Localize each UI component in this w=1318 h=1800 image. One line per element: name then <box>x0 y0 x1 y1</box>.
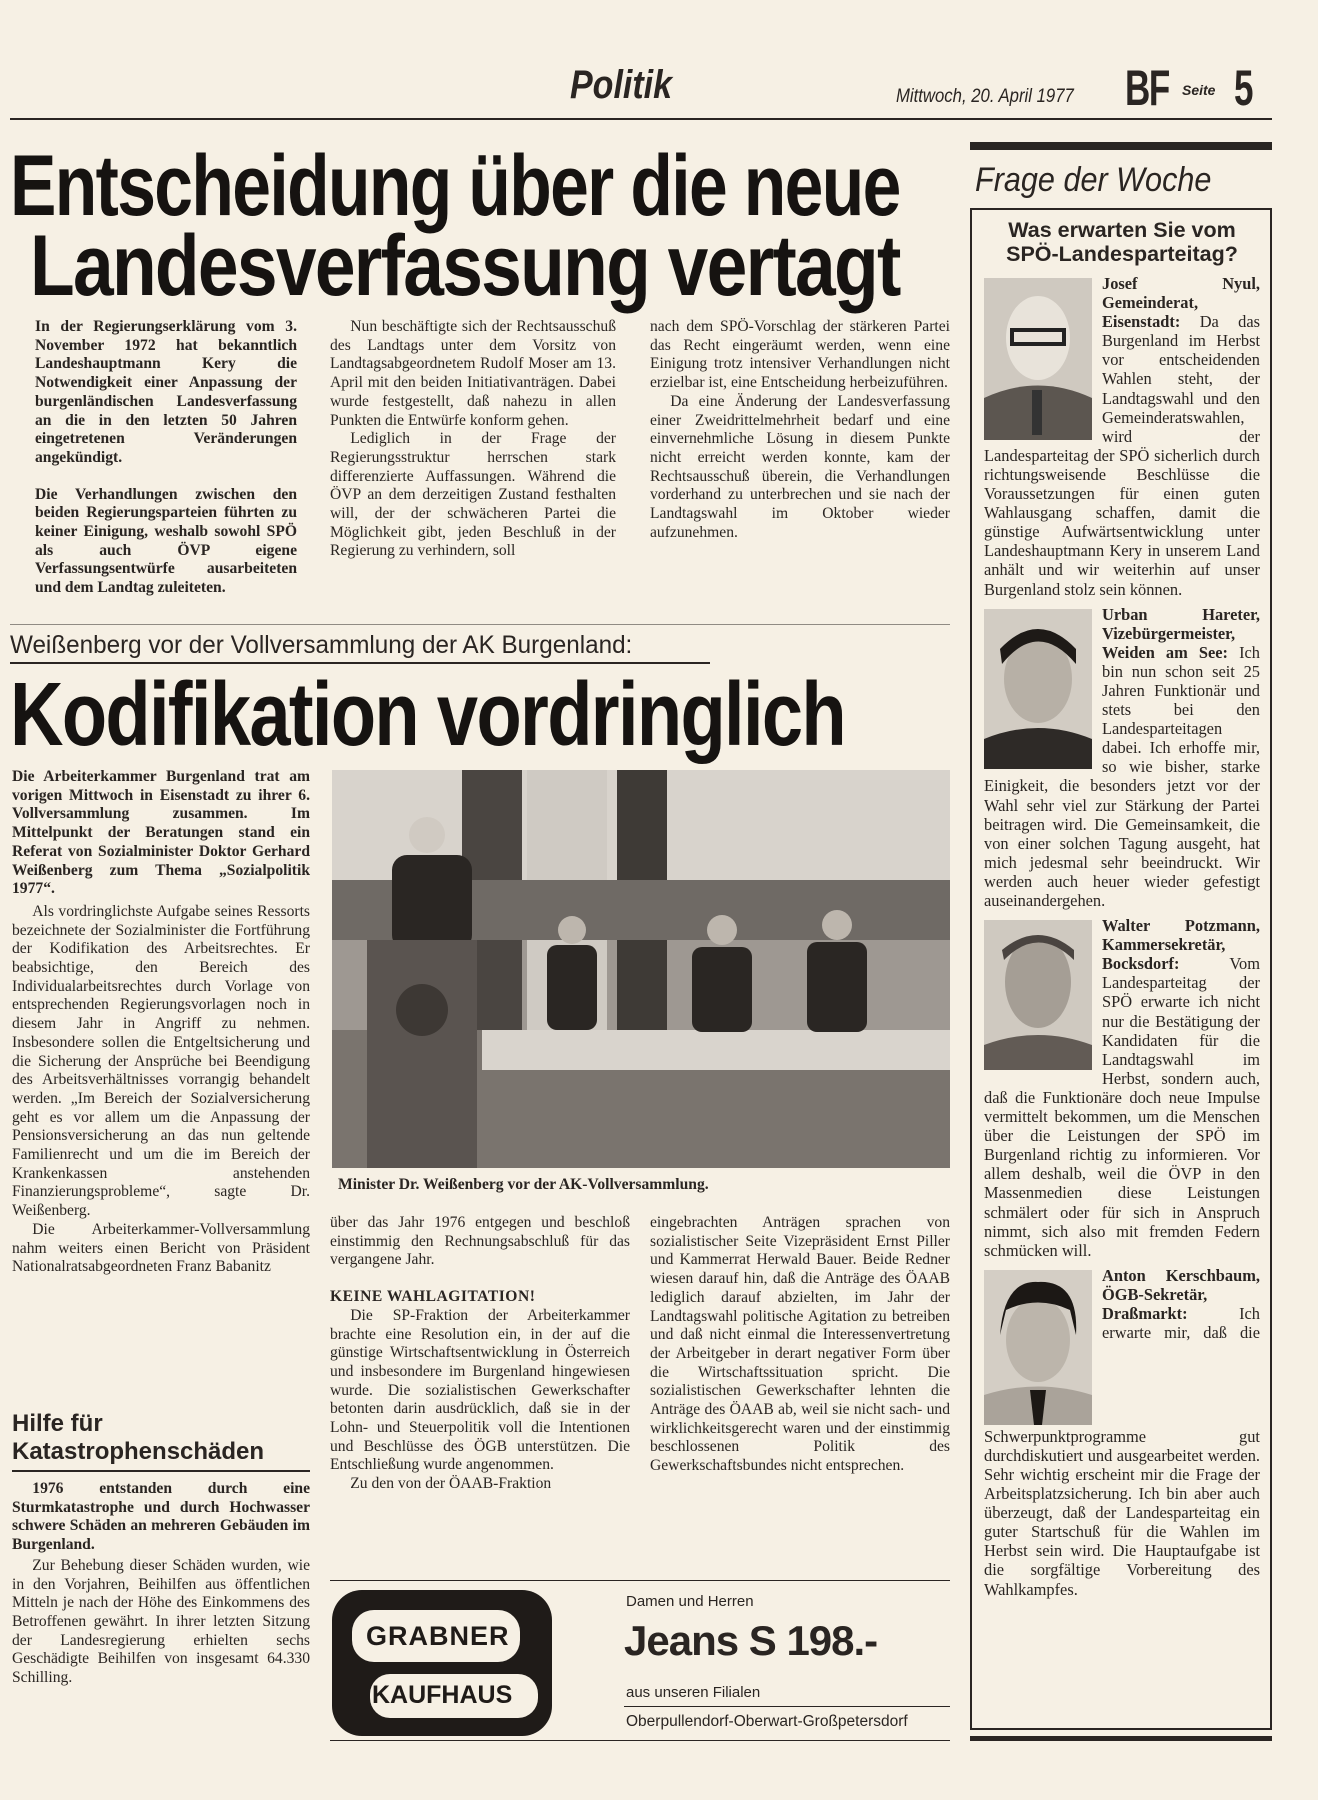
issue-date: Mittwoch, 20. April 1977 <box>896 86 1074 107</box>
paragraph: Lediglich in der Frage der Regierungsstruktur herrschen stark differenzierte Auffassungen. Während die ÖVP an dem derzeitigen Zustand festhalten will, der der schwächeren Partei die Möglichkeit gibt, jeden Beschluß in der Regierung zu verhindern, soll <box>330 430 616 560</box>
header-rule <box>10 118 1272 120</box>
sidebar-top-bar <box>970 142 1272 150</box>
kicker-underline <box>10 662 710 664</box>
interview-answer: Ich bin nun schon seit 25 Jahren Funktionär und stets bei den Landesparteitagen dabei. Ich erhoffe mir, so wie bisher, starke Einigkeit, die besonders jetzt vor der Wahl sehr viel zur Stärkung der Partei beitragen wird. Die Gemeinsamkeit, die von einer solchen Tagung ausgeht, hat mich jedesmal sehr beeindruckt. Wir werden auch heuer wieder gefestigt auseinandergehen. <box>984 642 1260 910</box>
ad-top-rule <box>330 1580 950 1581</box>
article1-col-1 <box>35 318 297 598</box>
section-rule <box>10 624 950 625</box>
headline-1-line-1: Entscheidung über die neue <box>10 138 900 234</box>
ad-tagline: Damen und Herren <box>626 1593 754 1610</box>
ad-sub: aus unseren Filialen <box>626 1684 761 1701</box>
section-title: Politik <box>570 63 673 107</box>
paragraph: nach dem SPÖ-Vorschlag der stärkeren Partei das Recht eingeräumt werden, wenn eine Einigung trotz intensiver Verhandlungen nicht erzielbar ist, eine Entscheidung herbeizuführen. <box>650 318 950 392</box>
logo-text-top: GRABNER <box>366 1621 510 1651</box>
page-label: Seite <box>1182 82 1216 98</box>
sidebar-bottom-bar <box>970 1736 1272 1741</box>
ad-offer: Jeans S 198.- <box>624 1617 878 1664</box>
headline-1-line-2: Landesverfassung vertagt <box>30 218 900 314</box>
portrait-photo <box>984 1270 1092 1425</box>
subheading: KEINE WAHLAGITATION! <box>330 1288 536 1306</box>
interview-entry <box>984 605 1260 911</box>
article1-col-2 <box>330 318 616 561</box>
lead-paragraph: In der Regierungserklärung vom 3. November 1972 hat bekanntlich Landeshauptmann Kery die Notwendigkeit einer Anpassung der burgenländischen Landesverfassung an die in den letzten 50 Jahren eingetretenen Veränderungen angekündigt. <box>35 318 297 466</box>
ad-inner-rule <box>624 1706 950 1707</box>
sidebar-title: Frage der Woche <box>975 161 1212 199</box>
lead-paragraph: 1976 entstanden durch eine Sturmkatastrophe und durch Hochwasser schwere Schäden an mehreren Gebäuden im Burgenland. <box>12 1480 310 1554</box>
ad-bottom-rule <box>330 1740 950 1741</box>
interview-entry <box>984 916 1260 1260</box>
paragraph: Zur Behebung dieser Schäden wurden, wie in den Vorjahren, Beihilfen aus öffentlichen Mitteln je nach der Höhe des Einkommens des Betroffenen gewährt. In ihrer letzten Sitzung der Landesregierung erhielten sechs Geschädigte Beihilfen von insgesamt 64.330 Schilling. <box>12 1556 310 1687</box>
article3-body <box>12 1480 310 1688</box>
paragraph: über das Jahr 1976 entgegen und beschloß einstimmig den Rechnungsabschluß für das vergangene Jahr. <box>330 1214 630 1269</box>
sidebar-box <box>970 208 1272 1730</box>
interviewee-name: Josef Nyul, Gemeinderat, Eisenstadt: <box>1102 274 1260 332</box>
logo-text-bottom: KAUFHAUS <box>372 1681 513 1709</box>
lead-paragraph: Die Verhandlungen zwischen den beiden Regierungsparteien führten zu keiner Einigung, weshalb sowohl SPÖ als auch ÖVP eigene Verfassungsentwürfe ausarbeiteten und dem Landtag zuleiteten. <box>35 485 297 597</box>
article2-col-1 <box>12 768 310 1277</box>
grabner-logo-mark <box>332 1588 554 1738</box>
sidebar-question: Was erwarten Sie vom SPÖ-Landesparteitag? <box>1006 218 1238 266</box>
ad-locations: Oberpullendorf-Oberwart-Großpetersdorf <box>626 1713 908 1730</box>
interview-answer: Ich erwarte mir, daß die Schwerpunktprogramme gut durchdiskutiert und ausgearbeitet werden. Sehr wichtig erscheint mir die Frage der Arbeitsplatzsicherung. Ich bin aber auch überzeugt, daß der Landesparteitag ein guter Startschuß für die Wahlen im Herbst sein wird. Die Hauptaufgabe ist die sorgfältige Vorbereitung des Wahlkampfes. <box>984 1303 1260 1599</box>
interview-entry <box>984 274 1260 599</box>
portrait-photo <box>984 278 1092 440</box>
assembly-photo-image <box>332 770 950 1168</box>
article2-col-2 <box>330 1214 630 1494</box>
paragraph: Nun beschäftigte sich der Rechtsausschuß des Landtags unter dem Vorsitz von Landtagsabgeordnetem Rudolf Moser am 13. April mit den beiden Initiativanträgen. Dabei wurde festgestellt, daß nahezu in allen Punkten die Entwürfe konform gehen. <box>330 318 616 429</box>
paragraph: Da eine Änderung der Landesverfassung einer Zweidrittelmehrheit bedarf und eine einvernehmliche Lösung in diesem Punkte nicht erreicht werden konnte, kam der Rechtsausschuß überein, die Verhandlungen vorderhand zu unterbrechen und sie nach der Landtagswahl im Oktober wieder aufzunehmen. <box>650 392 950 541</box>
paragraph: eingebrachten Anträgen sprachen von sozialistischer Seite Vizepräsident Ernst Piller und Kammerrat Herwald Bauer. Beide Redner wiesen darauf hin, daß die Anträge des ÖAAB lediglich darauf abzielten, im Jahr der Landtagswahl politische Agitation zu betreiben und daß nicht einmal die Interessenvertretung der Arbeitgeber in derart negativer Form über die Wirtschaftssituation spricht. Die sozialistischen Gewerkschafter lehnten die Anträge des ÖAAB ab, weil sie nicht sach- und wirklichkeitsgerecht waren und der einstimmig beschlossenen Politik des Gewerkschaftsbundes nicht entsprechen. <box>650 1214 950 1475</box>
article2-kicker: Weißenberg vor der Vollversammlung der AK Burgenland: <box>10 631 633 659</box>
headline-2: Kodifikation vordringlich <box>10 665 846 765</box>
paper-logo: BF <box>1125 60 1169 116</box>
assembly-photo <box>332 770 950 1168</box>
interviewee-name: Anton Kerschbaum, ÖGB-Sekretär, Draßmarkt: <box>1102 1265 1260 1323</box>
paragraph: Die Arbeiterkammer-Vollversammlung nahm weiters einen Bericht von Präsident Nationalratsabgeordneten Franz Babanitz <box>12 1220 310 1276</box>
paragraph: Als vordringlichste Aufgabe seines Ressorts bezeichnete der Sozialminister die Fortführung der Kodifikation des Arbeitsrechtes. Er beabsichtige, den Bereich des Individualarbeitsrechtes durch Vorlage von entsprechenden Regierungsvorlagen noch in diesem Jahr in Angriff zu nehmen. Insbesondere sollen die Entgeltsicherung und die Sicherung der Ansprüche bei Beendigung des Arbeitsverhältnisses vorrangig behandelt werden. „Im Bereich der Sozialversicherung geht es vor allem um die Anpassung der Pensionsversicherung an das nun geltende Familienrecht und um die im Bereich der Krankenkassen anstehenden Finanzierungsprobleme“, sagte Dr. Weißenberg. <box>12 902 310 1220</box>
portrait-photo <box>984 920 1092 1070</box>
paragraph: Zu den von der ÖAAB-Fraktion <box>350 1475 552 1493</box>
interviewee-name: Urban Hareter, Vizebürgermeister, Weiden am See: <box>1102 604 1260 662</box>
grabner-logo <box>332 1588 554 1738</box>
article2-col-3 <box>650 1214 950 1476</box>
headline-3-rule <box>12 1470 310 1472</box>
interview-answer: Vom Landesparteitag der SPÖ erwarte ich nicht nur die Bestätigung der Kandidaten für die Landtagswahl im Herbst, sondern auch, daß die Funktionäre doch neue Impulse vermittelt bekommen, um die Menschen über die Leistungen der SPÖ im Burgenland richtig zu informieren. Vor allem deshalb, weil die ÖVP in den Massenmedien diese Leistungen schmälert oder für sich in Anspruch nimmt, sich also mit fremden Federn schmücken will. <box>984 954 1260 1260</box>
article1-col-3 <box>650 318 950 542</box>
interview-answer: Da das Burgenland im Herbst vor entscheidenden Wahlen steht, der Landtagswahl und den Gemeinderatswahlen, wird der Landesparteitag der SPÖ sicherlich durch richtungsweisende Beschlüsse die Voraussetzungen für einen guten Wahlausgang schaffen, damit die günstige Aufwärtsentwicklung unter Landeshauptmann Kery in unserem Land anhält und wir weiterhin auf unser Burgenland stolz sein können. <box>984 312 1260 599</box>
photo-caption: Minister Dr. Weißenberg vor der AK-Vollversammlung. <box>338 1176 709 1193</box>
page-number: 5 <box>1234 60 1254 116</box>
interview-entry <box>984 1266 1260 1599</box>
interviewee-name: Walter Potzmann, Kammersekretär, Bocksdorf: <box>1102 916 1260 974</box>
paragraph: Die SP-Fraktion der Arbeiterkammer brachte eine Resolution ein, in der auf die günstige Wirtschaftsentwicklung in Österreich und insbesondere im Burgenland hingewiesen wurde. Die sozialistischen Gewerkschafter betonten darin ausdrücklich, daß sie in der Lohn- und Steuerpolitik voll die Intentionen und Beschlüsse des ÖGB unterstützen. Die Entschließung wurde angenommen. <box>330 1306 630 1474</box>
portrait-photo <box>984 609 1092 769</box>
headline-3: Hilfe für Katastrophenschäden <box>12 1410 265 1465</box>
lead-paragraph: Die Arbeiterkammer Burgenland trat am vorigen Mittwoch in Eisenstadt zu ihrer 6. Vollversammlung zusammen. Im Mittelpunkt der Beratungen stand ein Referat von Sozialminister Doktor Gerhard Weißenberg zum Thema „Sozialpolitik 1977“. <box>12 768 310 898</box>
